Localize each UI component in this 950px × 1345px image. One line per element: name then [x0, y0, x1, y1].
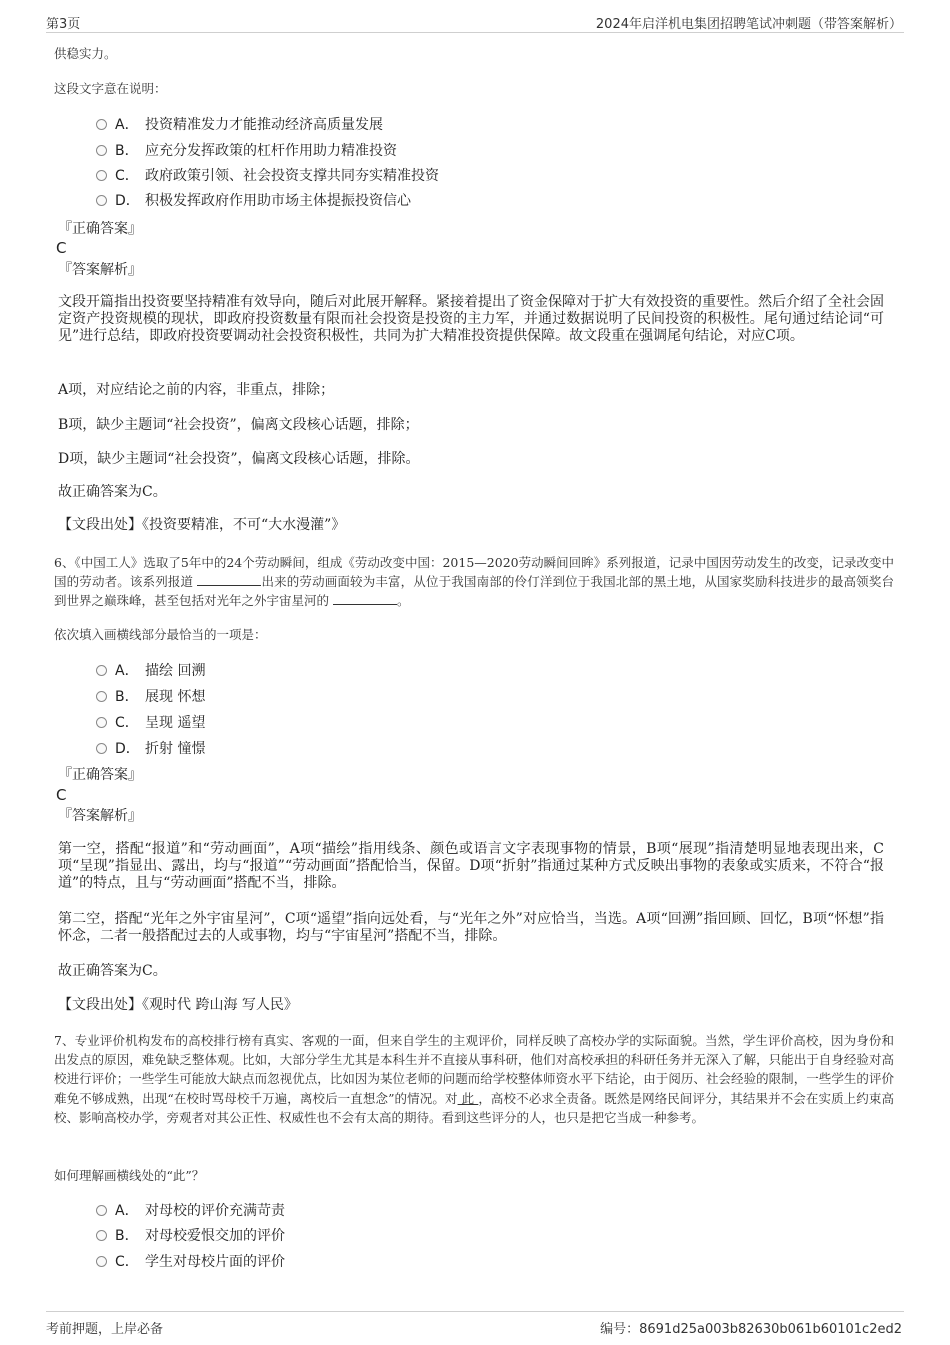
q5-prompt: 这段文字意在说明：	[54, 81, 167, 96]
radio-icon[interactable]	[96, 1205, 107, 1216]
footer-slogan: 考前押题，上岸必备	[46, 1322, 164, 1337]
q6-analysis-blank1: 第一空，搭配“报道”和“劳动画面”，A项“描绘”指用线条、颜色或语言文字表现事物的情景，B项“展现”指清楚明显地表现出来，C项“呈现”指显出、露出，均与“报道”“劳动画面”搭配恰当，保留。D项“折射”指通过某种方式反映出事物的表象或实质来，不符合“报道”的特点，且与“劳动画面”搭配不当，排除。	[58, 841, 884, 891]
q5-source: 【文段出处】《投资要精准，不可“大水漫灌”》	[58, 517, 346, 533]
q5-answer-label: 『正确答案』	[58, 221, 142, 237]
q6-stem: 6、《中国工人》选取了5年中的24个劳动瞬间，组成《劳动改变中国：2015—2020劳动瞬间回眸》系列报道，记录中国因劳动发生的改变，记录改变中国的劳动者。该系列报道 出来的劳动画面较为丰富，从位于我国南部的伶仃洋到位于我国北部的黑土地，从国家奖励科技进步的最高领奖台到世界之巅珠峰，甚至包括对光年之外宇宙星河的 。	[54, 555, 894, 609]
q7-option-c[interactable]: C． 学生对母校片面的评价	[96, 1253, 285, 1271]
q5-analysis-para: 文段开篇指出投资要坚持精准有效导向，随后对此展开解释。紧接着提出了资金保障对于扩大有效投资的重要性。然后介绍了全社会固定资产投资规模的现状，即政府投资数量有限而社会投资是投资的主力军，并通过数据说明了民间投资的积极性。尾句通过结论词“可见”进行总结，即政府投资要调动社会投资积极性，共同为扩大精准投资提供保障。故文段重在强调尾句结论，对应C项。	[58, 294, 884, 344]
q5-conclusion: 故正确答案为C。	[58, 484, 167, 500]
document-title: 2024年启洋机电集团招聘笔试冲刺题（带答案解析）	[595, 17, 902, 32]
q7-option-a[interactable]: A． 对母校的评价充满苛责	[96, 1202, 285, 1220]
radio-icon[interactable]	[96, 691, 107, 702]
radio-icon[interactable]	[96, 717, 107, 728]
page-number: 第3页	[46, 17, 81, 32]
q5-option-d[interactable]: D． 积极发挥政府作用助市场主体提振投资信心	[96, 192, 411, 210]
q7-stem: 7、专业评价机构发布的高校排行榜有真实、客观的一面，但来自学生的主观评价，同样反映了高校办学的实际面貌。当然，学生评价高校，因为身份和出发点的原因，难免缺乏整体观。比如，大部分学生尤其是本科生并不直接从事科研，他们对高校承担的科研任务并无深入了解，只能出于自身经验对高校进行评价；一些学生可能放大缺点而忽视优点，比如因为某位老师的问题而给学校整体师资水平下结论，由于阅历、社会经验的限制，一些学生的评价难免不够成熟，出现“在校时骂母校千万遍，离校后一直想念”的情况。对 此 ，高校不必求全责备。既然是网络民间评分，其结果并不会在实质上约束高校、影响高校办学，旁观者对其公正性、权威性也不会有太高的期待。看到这些评分的人，也只是把它当成一种参考。	[54, 1033, 894, 1125]
q6-option-c[interactable]: C． 呈现 遥望	[96, 714, 205, 732]
radio-icon[interactable]	[96, 1230, 107, 1241]
page-footer	[46, 1311, 904, 1338]
q5-analysis-a: A项，对应结论之前的内容，非重点，排除；	[58, 382, 335, 398]
q5-option-c[interactable]: C． 政府政策引领、社会投资支撑共同夯实精准投资	[96, 167, 439, 185]
q6-prompt: 依次填入画横线部分最恰当的一项是：	[54, 627, 267, 642]
page-header	[46, 10, 904, 33]
answer-blank-2	[333, 592, 397, 605]
radio-icon[interactable]	[96, 743, 107, 754]
q7-prompt: 如何理解画横线处的“此”？	[54, 1168, 205, 1183]
q5-answer: C	[56, 239, 67, 257]
underlined-term: 此	[457, 1090, 479, 1106]
radio-icon[interactable]	[96, 119, 107, 130]
answer-blank-1	[197, 573, 261, 586]
q5-option-a[interactable]: A． 投资精准发力才能推动经济高质量发展	[96, 116, 383, 134]
q5-tail: 供稳实力。	[54, 46, 117, 61]
q6-answer-label: 『正确答案』	[58, 767, 142, 783]
q6-analysis-label: 『答案解析』	[58, 808, 142, 824]
q5-analysis-b: B项，缺少主题词“社会投资”，偏离文段核心话题，排除；	[58, 417, 419, 433]
q6-option-a[interactable]: A． 描绘 回溯	[96, 662, 205, 680]
radio-icon[interactable]	[96, 1256, 107, 1267]
q7-option-b[interactable]: B． 对母校爱恨交加的评价	[96, 1227, 285, 1245]
q6-analysis-blank2: 第二空，搭配“光年之外宇宙星河”，C项“遥望”指向远处看，与“光年之外”对应恰当，当选。A项“回溯”指回顾、回忆，B项“怀想”指怀念，二者一般搭配过去的人或事物，均与“宇宙星河”搭配不当，排除。	[58, 911, 884, 944]
q6-option-d[interactable]: D． 折射 憧憬	[96, 740, 205, 758]
radio-icon[interactable]	[96, 665, 107, 676]
q5-option-b[interactable]: B． 应充分发挥政策的杠杆作用助力精准投资	[96, 142, 397, 160]
q6-source: 【文段出处】《观时代 跨山海 写人民》	[58, 997, 298, 1013]
q5-analysis-d: D项，缺少主题词“社会投资”，偏离文段核心话题，排除。	[58, 451, 420, 467]
radio-icon[interactable]	[96, 145, 107, 156]
q6-conclusion: 故正确答案为C。	[58, 963, 167, 979]
document-id: 编号：8691d25a003b82630b061b60101c2ed2	[600, 1322, 902, 1337]
radio-icon[interactable]	[96, 170, 107, 181]
q6-option-b[interactable]: B． 展现 怀想	[96, 688, 205, 706]
q5-analysis-label: 『答案解析』	[58, 262, 142, 278]
radio-icon[interactable]	[96, 195, 107, 206]
q6-answer: C	[56, 786, 67, 804]
